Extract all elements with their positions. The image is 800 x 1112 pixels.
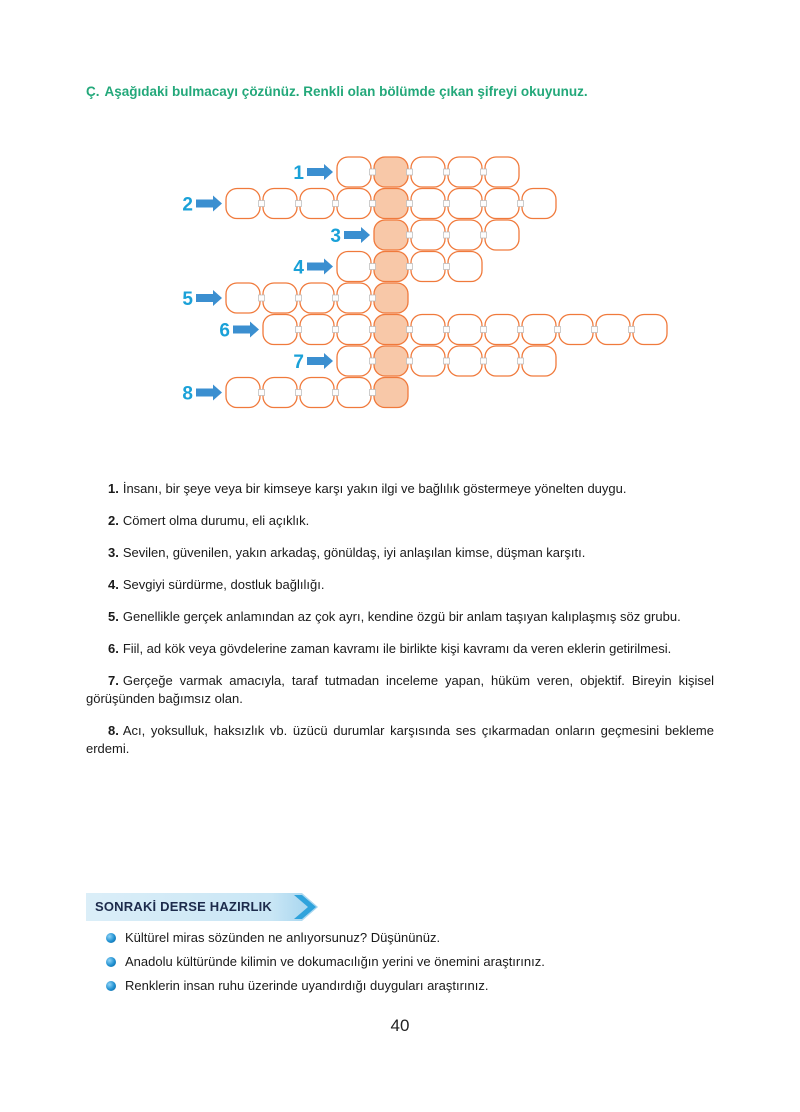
right-arrow-icon [307,164,333,180]
puzzle-cell [448,315,482,345]
puzzle-cell [633,315,667,345]
cell-connector [370,327,376,333]
instruction-text: Aşağıdaki bulmacayı çözünüz. Renkli olan bölümde çıkan şifreyi okuyunuz. [104,84,588,99]
cell-connector [296,295,302,301]
puzzle-cell [263,315,297,345]
cell-connector [518,201,524,207]
right-arrow-icon [307,353,333,369]
cell-connector [370,169,376,175]
row-number-5: 5 [182,289,193,310]
clue-number: 2. [108,513,119,528]
cell-connector [481,358,487,364]
clue-text: Acı, yoksulluk, haksızlık vb. üzücü durumlar karşısında ses çıkarmadan onların geçmesini bekleme erdemi. [86,723,714,756]
cell-connector [481,169,487,175]
banner-title: SONRAKİ DERSE HAZIRLIK [95,899,273,914]
bullet-icon [106,933,116,943]
puzzle-cell [448,220,482,250]
clue-2 [86,512,714,530]
puzzle-row-3 [330,220,519,250]
puzzle-cell [411,189,445,219]
cell-connector [481,232,487,238]
puzzle-cell [337,346,371,376]
next-lesson-prep-banner [86,893,318,921]
puzzle-cell [226,189,260,219]
prep-item-text: Renklerin insan ruhu üzerinde uyandırdığı duyguları araştırınız. [125,978,489,993]
cell-connector [296,201,302,207]
clue-number: 7. [108,673,119,688]
cell-connector [518,358,524,364]
cell-connector [629,327,635,333]
puzzle-cell [411,220,445,250]
puzzle-row-1 [293,157,519,187]
bullet-icon [106,957,116,967]
cell-connector [444,358,450,364]
puzzle-cell [300,283,334,313]
cell-connector [370,264,376,270]
puzzle-cell [411,157,445,187]
puzzle-row-7 [293,346,556,376]
cell-connector [555,327,561,333]
cell-connector [481,327,487,333]
cell-connector [370,295,376,301]
puzzle-cell [337,283,371,313]
clue-number: 5. [108,609,119,624]
puzzle-cell [485,346,519,376]
clue-text: Gerçeğe varmak amacıyla, taraf tutmadan inceleme yapan, hüküm veren, objektif. Bireyin kişisel görüşünden bağımsız olan. [86,673,714,706]
clue-number: 6. [108,641,119,656]
puzzle-cell [485,189,519,219]
prep-item [106,977,545,1001]
puzzle-cell [448,189,482,219]
cell-connector [370,201,376,207]
cell-connector [407,232,413,238]
row-number-6: 6 [219,320,230,342]
puzzle-cell [485,157,519,187]
puzzle-cell [485,315,519,345]
cell-connector [444,169,450,175]
puzzle-cell [337,189,371,219]
clue-text: Cömert olma durumu, eli açıklık. [122,513,310,528]
clue-number: 8. [108,723,119,738]
highlighted-cell [374,252,408,282]
right-arrow-icon [196,385,222,401]
puzzle-cell [522,346,556,376]
cell-connector [407,169,413,175]
row-number-3: 3 [330,226,341,247]
puzzle-cell [337,315,371,345]
puzzle-row-4 [293,252,482,282]
prep-item [106,953,545,977]
highlighted-cell [374,189,408,219]
puzzle-cell [337,378,371,408]
row-number-1: 1 [293,163,304,184]
right-arrow-icon [196,196,222,212]
clue-8 [86,722,714,758]
cell-connector [370,358,376,364]
clue-1 [86,480,714,498]
puzzle-cell [448,346,482,376]
clue-7 [86,672,714,708]
puzzle-cell [263,283,297,313]
cell-connector [444,264,450,270]
clue-number: 1. [108,481,119,496]
cell-connector [592,327,598,333]
cell-connector [259,295,265,301]
clue-text: Sevilen, güvenilen, yakın arkadaş, gönüldaş, iyi anlaşılan kimse, düşman karşıtı. [122,545,586,560]
puzzle-cell [596,315,630,345]
highlighted-cell [374,157,408,187]
prep-item [106,929,545,953]
puzzle-cell [411,346,445,376]
puzzle-cell [300,315,334,345]
right-arrow-icon [344,227,370,243]
clue-list [86,480,714,772]
right-arrow-icon [196,290,222,306]
puzzle-cell [485,220,519,250]
puzzle-cell [411,252,445,282]
cell-connector [518,327,524,333]
puzzle-row-5 [182,283,408,313]
bullet-icon [106,981,116,991]
highlighted-cell [374,346,408,376]
row-number-7: 7 [293,352,304,373]
cell-connector [333,201,339,207]
clue-text: Fiil, ad kök veya gövdelerine zaman kavramı ile birlikte kişi kavramı da veren eklerin getirilmesi. [122,641,672,656]
puzzle-cell [337,252,371,282]
cell-connector [259,390,265,396]
exercise-label: Ç. [86,84,100,99]
clue-5 [86,608,714,626]
page-number: 40 [390,1016,410,1035]
puzzle-cell [522,189,556,219]
puzzle-cell [300,378,334,408]
puzzle-row-2 [182,189,556,219]
prep-item-text: Kültürel miras sözünden ne anlıyorsunuz? Düşününüz. [125,930,441,945]
puzzle-cell [448,157,482,187]
cell-connector [259,201,265,207]
clue-number: 4. [108,577,119,592]
cell-connector [333,295,339,301]
highlighted-cell [374,283,408,313]
prep-list [106,929,545,1001]
row-number-8: 8 [182,383,193,405]
puzzle-cell [411,315,445,345]
clue-6 [86,640,714,658]
cell-connector [296,327,302,333]
puzzle-cell [522,315,556,345]
clue-text: Sevgiyi sürdürme, dostluk bağlılığı. [122,577,325,592]
right-arrow-icon [233,322,259,338]
clue-3 [86,544,714,562]
prep-item-text: Anadolu kültüründe kilimin ve dokumacılığın yerini ve önemini araştırınız. [125,954,545,969]
cell-connector [407,264,413,270]
puzzle-cell [300,189,334,219]
cell-connector [444,327,450,333]
cell-connector [407,201,413,207]
clue-4 [86,576,714,594]
puzzle-cell [448,252,482,282]
puzzle-row-8 [182,378,408,408]
row-number-2: 2 [182,194,193,216]
cell-connector [407,327,413,333]
puzzle-cell [226,378,260,408]
row-number-4: 4 [293,257,304,279]
cell-connector [370,390,376,396]
right-arrow-icon [307,259,333,275]
cell-connector [333,390,339,396]
puzzle-cell [263,378,297,408]
clue-number: 3. [108,545,119,560]
highlighted-cell [374,378,408,408]
puzzle-row-6 [219,315,667,345]
highlighted-cell [374,220,408,250]
cell-connector [407,358,413,364]
highlighted-cell [374,315,408,345]
crossword-puzzle [0,140,800,430]
exercise-instruction [86,84,588,99]
puzzle-cell [337,157,371,187]
cell-connector [333,327,339,333]
cell-connector [481,201,487,207]
cell-connector [444,232,450,238]
clue-text: Genellikle gerçek anlamından az çok ayrı, kendine özgü bir anlam taşıyan kalıplaşmış söz grubu. [122,609,681,624]
cell-connector [296,390,302,396]
puzzle-cell [559,315,593,345]
cell-connector [444,201,450,207]
puzzle-cell [226,283,260,313]
puzzle-cell [263,189,297,219]
clue-text: İnsanı, bir şeye veya bir kimseye karşı yakın ilgi ve bağlılık göstermeye yönelten duygu. [122,481,627,496]
